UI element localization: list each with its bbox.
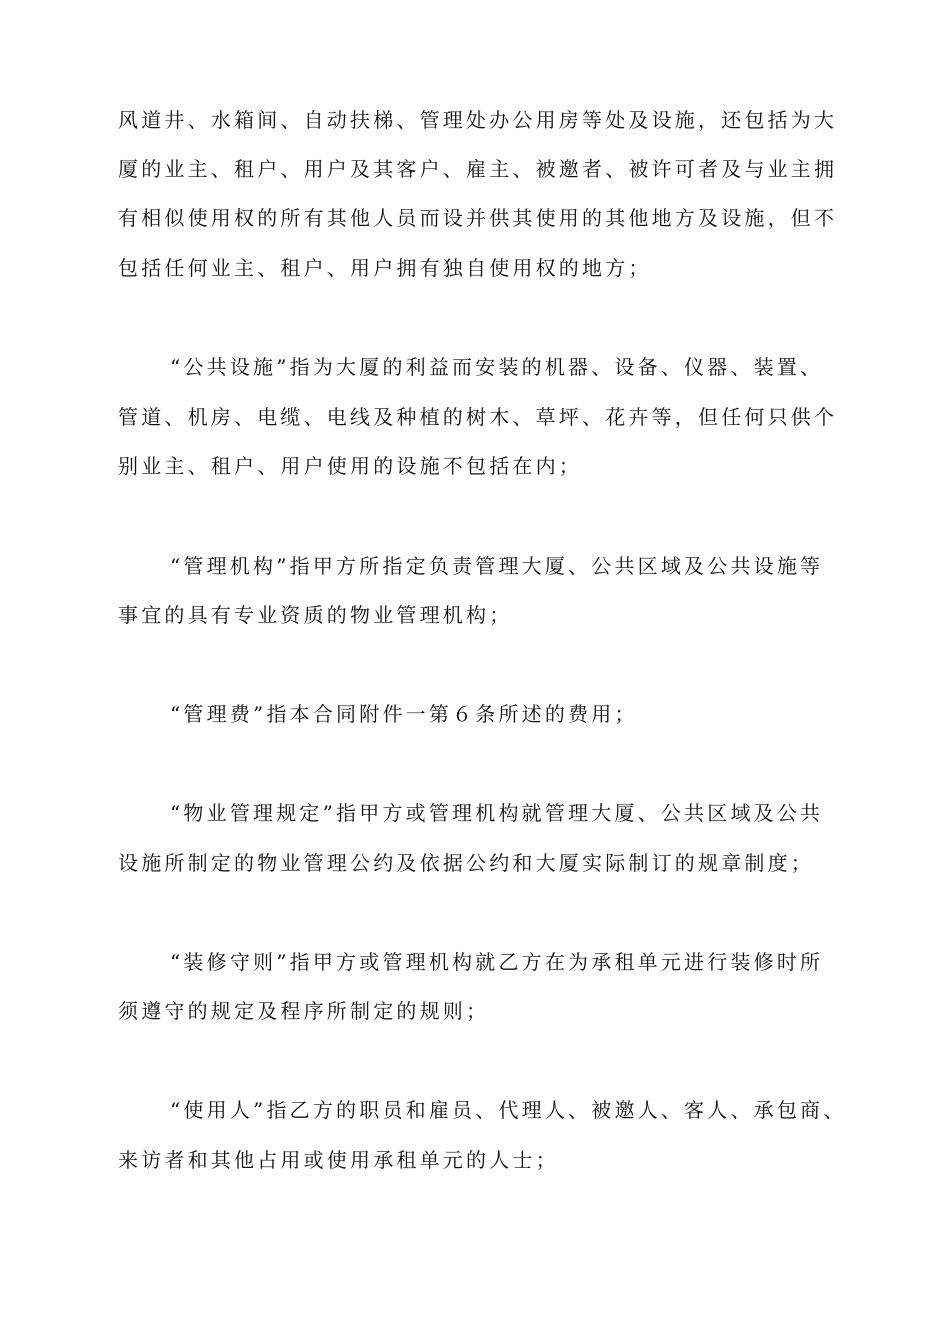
paragraph-line: 事宜的具有专业资质的物业管理机构； xyxy=(118,603,513,627)
paragraph-line: “物业管理规定”指甲方或管理机构就管理大厦、公共区域及公共 xyxy=(170,801,824,825)
paragraph-line: 风道井、水箱间、自动扶梯、管理处办公用房等处及设施，还包括为大 xyxy=(118,108,838,132)
paragraph-line: 别业主、租户、用户使用的设施不包括在内； xyxy=(118,454,582,478)
paragraph-line: 设施所制定的物业管理公约及依据公约和大厦实际制订的规章制度； xyxy=(118,851,814,875)
paragraph-line: “管理机构”指甲方所指定负责管理大厦、公共区域及公共设施等 xyxy=(170,554,824,578)
paragraph-line: 厦的业主、租户、用户及其客户、雇主、被邀者、被许可者及与业主拥 xyxy=(118,157,838,181)
paragraph-line: 有相似使用权的所有其他人员而设并供其使用的其他地方及设施，但不 xyxy=(118,206,838,230)
paragraph-line: 来访者和其他占用或使用承租单元的人士； xyxy=(118,1148,559,1172)
paragraph-line: “使用人”指乙方的职员和雇员、代理人、被邀人、客人、承包商、 xyxy=(170,1098,847,1122)
paragraph-line: “公共设施”指为大厦的利益而安装的机器、设备、仪器、装置、 xyxy=(170,355,824,379)
paragraph-line: 须遵守的规定及程序所制定的规则； xyxy=(118,999,490,1023)
paragraph-line: “管理费”指本合同附件一第６条所述的费用； xyxy=(170,702,638,726)
paragraph-line: 包括任何业主、租户、用户拥有独自使用权的地方； xyxy=(118,256,652,280)
paragraph-line: 管道、机房、电缆、电线及种植的树木、草坪、花卉等，但任何只供个 xyxy=(118,405,838,429)
paragraph-line: “装修守则”指甲方或管理机构就乙方在为承租单元进行装修时所 xyxy=(170,950,824,974)
